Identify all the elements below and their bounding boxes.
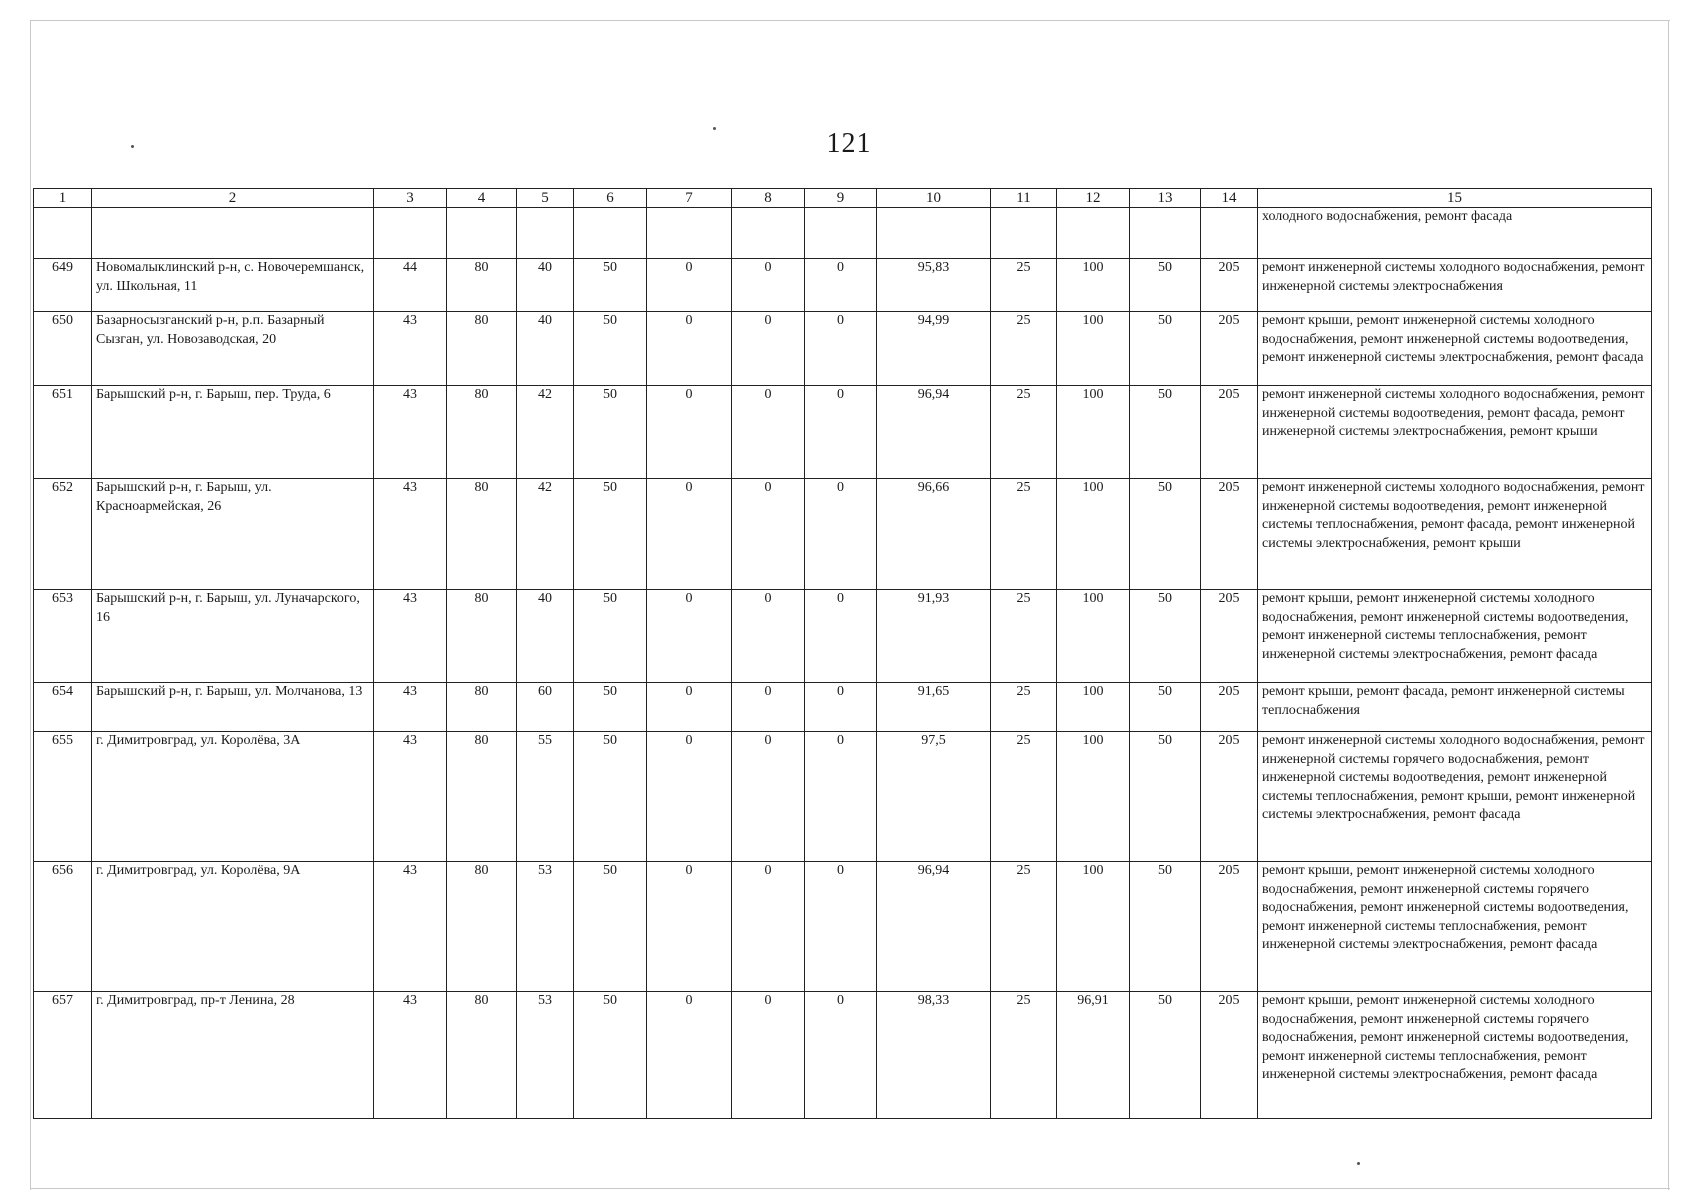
value-cell: 0: [805, 590, 877, 683]
value-cell: 0: [647, 732, 732, 862]
value-cell: 0: [647, 479, 732, 590]
value-cell: 53: [517, 992, 574, 1119]
address-cell: г. Димитровград, ул. Королёва, 3А: [92, 732, 374, 862]
repair-works-cell: ремонт инженерной системы холодного водоснабжения, ремонт инженерной системы электроснабжения: [1258, 259, 1652, 312]
value-cell: 0: [732, 862, 805, 992]
value-cell: 43: [374, 992, 447, 1119]
value-cell: 50: [574, 590, 647, 683]
repair-works-cell: холодного водоснабжения, ремонт фасада: [1258, 208, 1652, 259]
value-cell: 50: [1130, 386, 1201, 479]
value-cell: 0: [647, 862, 732, 992]
value-cell: 205: [1201, 259, 1258, 312]
value-cell: 50: [1130, 590, 1201, 683]
value-cell: 0: [732, 479, 805, 590]
value-cell: 50: [574, 312, 647, 386]
value-cell: 0: [805, 386, 877, 479]
value-cell: 0: [647, 312, 732, 386]
value-cell: 80: [447, 683, 517, 732]
table-row: [34, 259, 1652, 312]
value-cell: 43: [374, 862, 447, 992]
value-cell: 50: [574, 479, 647, 590]
value-cell: 205: [1201, 590, 1258, 683]
scan-frame-left: [30, 20, 31, 1190]
value-cell: 0: [805, 479, 877, 590]
housing-repair-table: [33, 188, 1652, 1119]
repair-works-cell: ремонт инженерной системы холодного водоснабжения, ремонт инженерной системы водоотведения, ремонт инженерной системы теплоснабжения, ремонт фасада, ремонт инженерной системы электроснабжения, ремонт крыши: [1258, 479, 1652, 590]
table-row: [34, 992, 1652, 1119]
value-cell: 0: [732, 683, 805, 732]
repair-works-cell: ремонт крыши, ремонт инженерной системы холодного водоснабжения, ремонт инженерной системы горячего водоснабжения, ремонт инженерной системы водоотведения, ремонт инженерной системы теплоснабжения, ремонт инженерной системы электроснабжения, ремонт фасада: [1258, 992, 1652, 1119]
value-cell: 80: [447, 259, 517, 312]
value-cell: 205: [1201, 479, 1258, 590]
value-cell: 50: [574, 862, 647, 992]
column-header: 8: [732, 189, 805, 208]
row-number: 649: [34, 259, 92, 312]
value-cell: 100: [1057, 683, 1130, 732]
value-cell: 50: [574, 259, 647, 312]
column-header: 7: [647, 189, 732, 208]
row-number: 653: [34, 590, 92, 683]
value-cell: 0: [732, 590, 805, 683]
value-cell: 94,99: [877, 312, 991, 386]
column-header: 4: [447, 189, 517, 208]
value-cell: 80: [447, 862, 517, 992]
value-cell: 100: [1057, 479, 1130, 590]
table-row: [34, 862, 1652, 992]
address-cell: Барышский р-н, г. Барыш, ул. Красноармейская, 26: [92, 479, 374, 590]
value-cell: 0: [647, 590, 732, 683]
value-cell: 25: [991, 479, 1057, 590]
value-cell: 205: [1201, 386, 1258, 479]
value-cell: 60: [517, 683, 574, 732]
value-cell: 55: [517, 732, 574, 862]
address-cell: Барышский р-н, г. Барыш, ул. Молчанова, 13: [92, 683, 374, 732]
value-cell: 100: [1057, 386, 1130, 479]
column-header: 12: [1057, 189, 1130, 208]
value-cell: 25: [991, 683, 1057, 732]
column-header: 1: [34, 189, 92, 208]
page-number: 121: [826, 128, 872, 159]
value-cell: 0: [647, 992, 732, 1119]
value-cell: 50: [1130, 862, 1201, 992]
repair-works-cell: ремонт крыши, ремонт инженерной системы холодного водоснабжения, ремонт инженерной системы горячего водоснабжения, ремонт инженерной системы водоотведения, ремонт инженерной системы теплоснабжения, ремонт инженерной системы электроснабжения, ремонт фасада: [1258, 862, 1652, 992]
value-cell: 43: [374, 386, 447, 479]
value-cell: 96,91: [1057, 992, 1130, 1119]
value-cell: 50: [574, 992, 647, 1119]
value-cell: 205: [1201, 992, 1258, 1119]
value-cell: 97,5: [877, 732, 991, 862]
table-row: [34, 312, 1652, 386]
value-cell: 53: [517, 862, 574, 992]
value-cell: 80: [447, 992, 517, 1119]
value-cell: 0: [805, 732, 877, 862]
value-cell: 0: [647, 259, 732, 312]
column-header: 13: [1130, 189, 1201, 208]
column-header: 15: [1258, 189, 1652, 208]
value-cell: 100: [1057, 590, 1130, 683]
address-cell: Барышский р-н, г. Барыш, пер. Труда, 6: [92, 386, 374, 479]
column-header: 11: [991, 189, 1057, 208]
value-cell: 40: [517, 312, 574, 386]
row-number: 654: [34, 683, 92, 732]
value-cell: 43: [374, 732, 447, 862]
table-row: [34, 683, 1652, 732]
repair-works-cell: ремонт инженерной системы холодного водоснабжения, ремонт инженерной системы горячего водоснабжения, ремонт инженерной системы водоотведения, ремонт инженерной системы теплоснабжения, ремонт крыши, ремонт инженерной системы электроснабжения, ремонт фасада: [1258, 732, 1652, 862]
table-row: [34, 732, 1652, 862]
value-cell: 25: [991, 312, 1057, 386]
repair-works-cell: ремонт инженерной системы холодного водоснабжения, ремонт инженерной системы водоотведения, ремонт фасада, ремонт инженерной системы электроснабжения, ремонт крыши: [1258, 386, 1652, 479]
table-row: [34, 590, 1652, 683]
column-header: 6: [574, 189, 647, 208]
address-cell: г. Димитровград, ул. Королёва, 9А: [92, 862, 374, 992]
value-cell: 50: [1130, 992, 1201, 1119]
value-cell: 100: [1057, 312, 1130, 386]
value-cell: 50: [1130, 683, 1201, 732]
value-cell: 44: [374, 259, 447, 312]
repair-works-cell: ремонт крыши, ремонт инженерной системы холодного водоснабжения, ремонт инженерной системы водоотведения, ремонт инженерной системы электроснабжения, ремонт фасада: [1258, 312, 1652, 386]
value-cell: 205: [1201, 862, 1258, 992]
value-cell: 100: [1057, 259, 1130, 312]
row-number: 650: [34, 312, 92, 386]
value-cell: 0: [805, 862, 877, 992]
value-cell: 0: [732, 386, 805, 479]
value-cell: 205: [1201, 312, 1258, 386]
column-header: 5: [517, 189, 574, 208]
repair-works-cell: ремонт крыши, ремонт фасада, ремонт инженерной системы теплоснабжения: [1258, 683, 1652, 732]
continuation-row: [34, 208, 1652, 259]
value-cell: 0: [805, 312, 877, 386]
value-cell: 50: [1130, 732, 1201, 862]
value-cell: 40: [517, 590, 574, 683]
value-cell: 50: [1130, 259, 1201, 312]
value-cell: 50: [1130, 312, 1201, 386]
value-cell: 80: [447, 312, 517, 386]
value-cell: 0: [732, 732, 805, 862]
scan-frame-top: [30, 20, 1670, 21]
value-cell: 25: [991, 259, 1057, 312]
repair-works-cell: ремонт крыши, ремонт инженерной системы холодного водоснабжения, ремонт инженерной системы водоотведения, ремонт инженерной системы теплоснабжения, ремонт инженерной системы электроснабжения, ремонт фасада: [1258, 590, 1652, 683]
value-cell: 0: [732, 992, 805, 1119]
value-cell: 80: [447, 732, 517, 862]
table-row: [34, 386, 1652, 479]
row-number: 656: [34, 862, 92, 992]
value-cell: 50: [574, 732, 647, 862]
row-number: 651: [34, 386, 92, 479]
value-cell: 100: [1057, 732, 1130, 862]
value-cell: 0: [805, 259, 877, 312]
value-cell: 25: [991, 590, 1057, 683]
column-header: 10: [877, 189, 991, 208]
value-cell: 40: [517, 259, 574, 312]
value-cell: 0: [805, 683, 877, 732]
value-cell: 205: [1201, 732, 1258, 862]
value-cell: 0: [647, 683, 732, 732]
column-header: 3: [374, 189, 447, 208]
value-cell: 80: [447, 386, 517, 479]
value-cell: 91,65: [877, 683, 991, 732]
value-cell: 80: [447, 479, 517, 590]
value-cell: 98,33: [877, 992, 991, 1119]
table-row: [34, 479, 1652, 590]
address-cell: г. Димитровград, пр-т Ленина, 28: [92, 992, 374, 1119]
scan-frame-bottom: [30, 1188, 1670, 1189]
value-cell: 0: [805, 992, 877, 1119]
value-cell: 43: [374, 683, 447, 732]
value-cell: 80: [447, 590, 517, 683]
scan-speck: [1357, 1162, 1360, 1165]
address-cell: Базарносызганский р-н, р.п. Базарный Сызган, ул. Новозаводская, 20: [92, 312, 374, 386]
row-number: 655: [34, 732, 92, 862]
address-cell: Барышский р-н, г. Барыш, ул. Луначарского, 16: [92, 590, 374, 683]
value-cell: 0: [732, 259, 805, 312]
value-cell: 91,93: [877, 590, 991, 683]
value-cell: 42: [517, 479, 574, 590]
value-cell: 25: [991, 732, 1057, 862]
address-cell: Новомалыклинский р-н, с. Новочеремшанск, ул. Школьная, 11: [92, 259, 374, 312]
column-header: 2: [92, 189, 374, 208]
value-cell: 25: [991, 386, 1057, 479]
value-cell: 96,94: [877, 862, 991, 992]
value-cell: 0: [647, 386, 732, 479]
scan-frame-right: [1668, 20, 1669, 1190]
value-cell: 43: [374, 590, 447, 683]
value-cell: 96,94: [877, 386, 991, 479]
value-cell: 50: [574, 683, 647, 732]
value-cell: 43: [374, 312, 447, 386]
value-cell: 205: [1201, 683, 1258, 732]
value-cell: 95,83: [877, 259, 991, 312]
value-cell: 43: [374, 479, 447, 590]
value-cell: 25: [991, 862, 1057, 992]
column-header: 14: [1201, 189, 1258, 208]
column-number-row: [34, 189, 1652, 208]
value-cell: 42: [517, 386, 574, 479]
value-cell: 50: [1130, 479, 1201, 590]
value-cell: 0: [732, 312, 805, 386]
row-number: 657: [34, 992, 92, 1119]
value-cell: 25: [991, 992, 1057, 1119]
value-cell: 100: [1057, 862, 1130, 992]
column-header: 9: [805, 189, 877, 208]
value-cell: 96,66: [877, 479, 991, 590]
row-number: 652: [34, 479, 92, 590]
value-cell: 50: [574, 386, 647, 479]
